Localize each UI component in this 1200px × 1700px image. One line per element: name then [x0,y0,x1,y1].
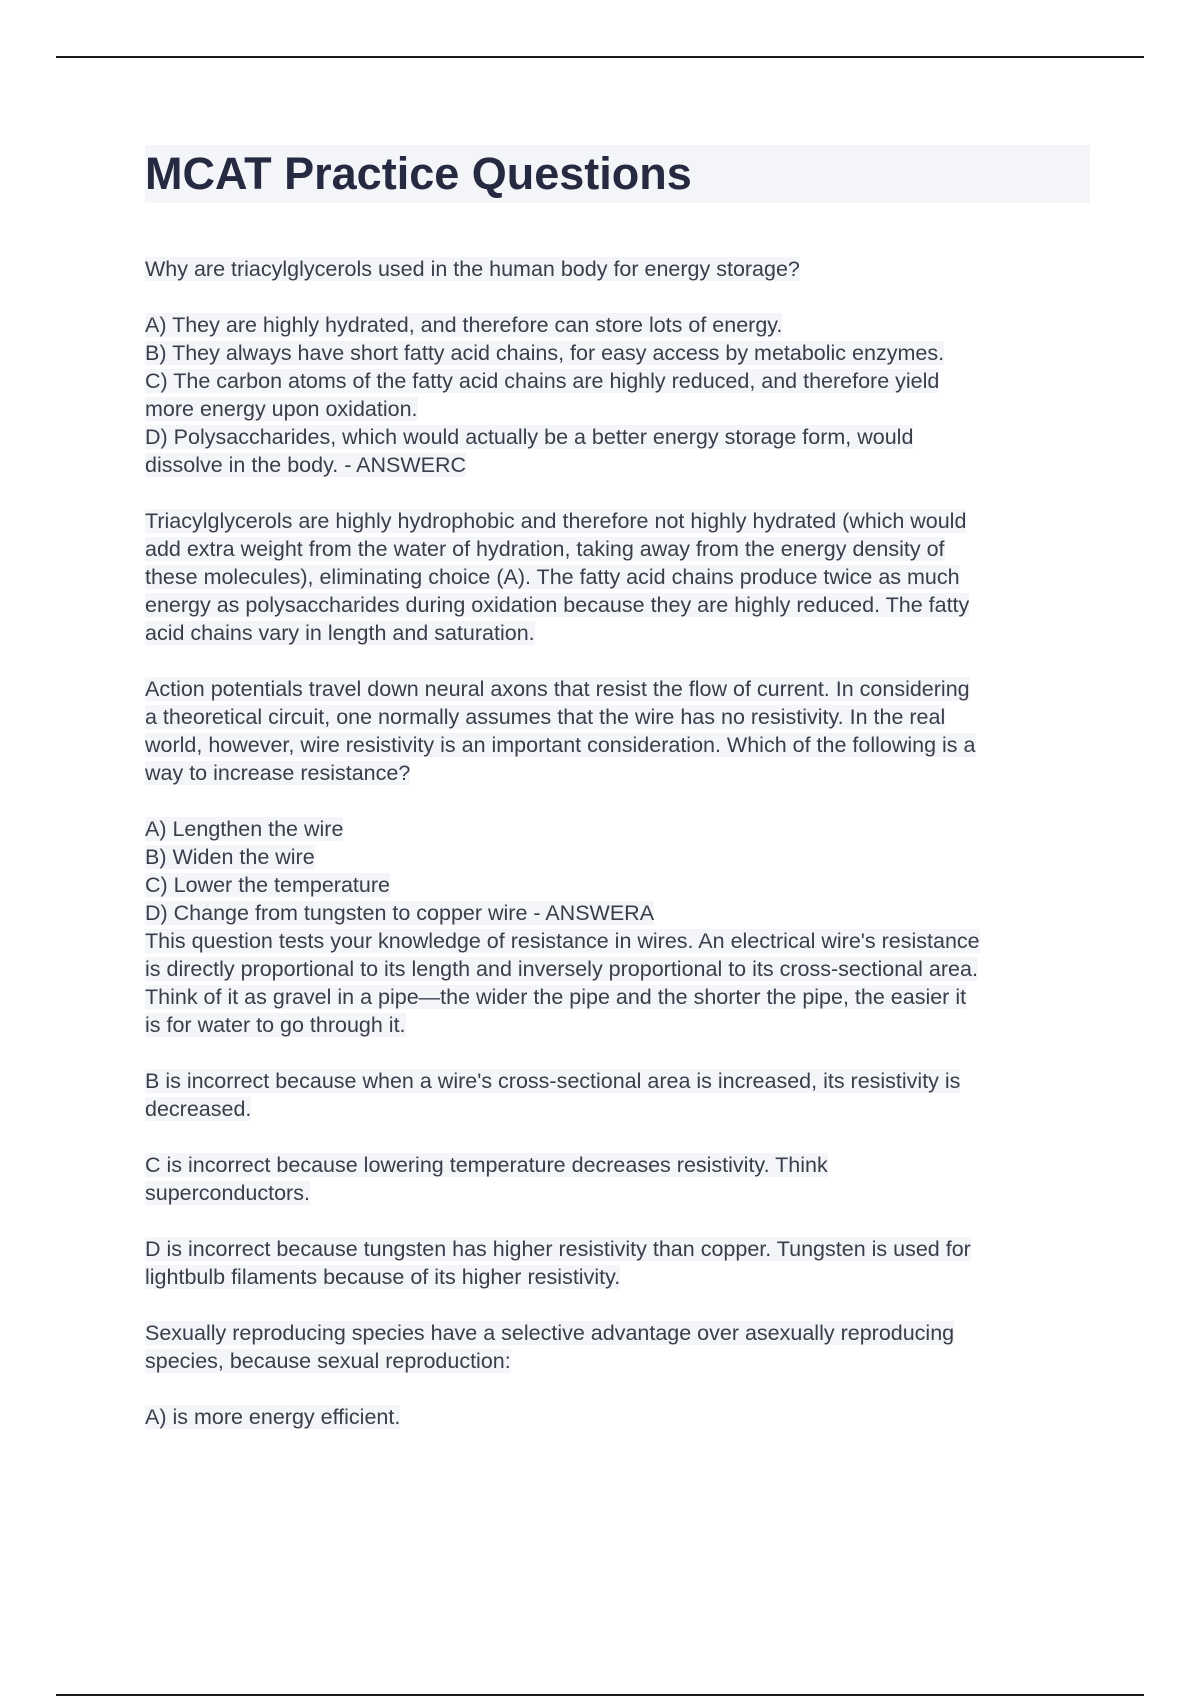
text-line-content: This question tests your knowledge of resistance in wires. An electrical wire's resistance [145,929,980,953]
text-line-content: Why are triacylglycerols used in the human body for energy storage? [145,257,800,281]
text-line [145,255,1090,283]
text-line [145,1403,1090,1431]
paragraph-block [145,311,1090,479]
text-line-content: superconductors. [145,1181,310,1205]
text-line [145,1263,1090,1291]
text-line-content: C) Lower the temperature [145,873,390,897]
text-line-content: B is incorrect because when a wire's cross-sectional area is increased, its resistivity is [145,1069,961,1093]
text-line-content: is directly proportional to its length and inversely proportional to its cross-sectional area. [145,957,978,981]
text-line-content: decreased. [145,1097,252,1121]
text-line-content: acid chains vary in length and saturation. [145,621,535,645]
text-line-content: energy as polysaccharides during oxidation because they are highly reduced. The fatty [145,593,970,617]
paragraph-block [145,815,1090,1039]
paragraph-block [145,1151,1090,1207]
text-line-content: D) Polysaccharides, which would actually be a better energy storage form, would [145,425,914,449]
paragraph-block [145,1235,1090,1291]
text-line [145,367,1090,395]
text-line [145,899,1090,927]
text-line [145,871,1090,899]
text-line-content: more energy upon oxidation. [145,397,418,421]
text-line [145,1235,1090,1263]
document-body [145,145,1090,1459]
page-title: MCAT Practice Questions [145,148,692,199]
text-line [145,1095,1090,1123]
text-line [145,731,1090,759]
text-line [145,703,1090,731]
text-line [145,1011,1090,1039]
text-line [145,1319,1090,1347]
text-line [145,619,1090,647]
text-line-content: C) The carbon atoms of the fatty acid chains are highly reduced, and therefore yield [145,369,940,393]
text-line [145,591,1090,619]
text-line [145,1179,1090,1207]
text-line [145,423,1090,451]
text-line-content: A) They are highly hydrated, and therefore can store lots of energy. [145,313,783,337]
text-line [145,1067,1090,1095]
text-line-content: is for water to go through it. [145,1013,406,1037]
text-line [145,563,1090,591]
text-line [145,927,1090,955]
title-band [145,145,1090,203]
text-line-content: these molecules), eliminating choice (A). The fatty acid chains produce twice as much [145,565,960,589]
text-line-content: lightbulb filaments because of its higher resistivity. [145,1265,621,1289]
text-line-content: a theoretical circuit, one normally assumes that the wire has no resistivity. In the real [145,705,946,729]
text-line-content: A) is more energy efficient. [145,1405,401,1429]
text-line [145,1151,1090,1179]
text-line-content: species, because sexual reproduction: [145,1349,511,1373]
bottom-rule [56,1694,1144,1696]
text-line [145,507,1090,535]
paragraph-block [145,507,1090,647]
text-line [145,311,1090,339]
question-blocks [145,255,1090,1431]
paragraph-block [145,255,1090,283]
text-line [145,395,1090,423]
text-line [145,843,1090,871]
text-line-content: C is incorrect because lowering temperature decreases resistivity. Think [145,1153,828,1177]
text-line-content: B) They always have short fatty acid chains, for easy access by metabolic enzymes. [145,341,945,365]
text-line [145,339,1090,367]
text-line-content: D is incorrect because tungsten has higher resistivity than copper. Tungsten is used for [145,1237,971,1261]
paragraph-block [145,1067,1090,1123]
top-rule [56,56,1144,58]
text-line [145,759,1090,787]
text-line-content: B) Widen the wire [145,845,315,869]
paragraph-block [145,1403,1090,1431]
text-line [145,535,1090,563]
text-line [145,955,1090,983]
text-line [145,983,1090,1011]
text-line-content: D) Change from tungsten to copper wire - ANSWERA [145,901,655,925]
text-line-content: dissolve in the body. - ANSWERC [145,453,467,477]
paragraph-block [145,1319,1090,1375]
text-line-content: way to increase resistance? [145,761,411,785]
text-line-content: Sexually reproducing species have a selective advantage over asexually reproducing [145,1321,955,1345]
text-line-content: Triacylglycerols are highly hydrophobic and therefore not highly hydrated (which would [145,509,967,533]
text-line [145,1347,1090,1375]
paragraph-block [145,675,1090,787]
text-line [145,451,1090,479]
text-line-content: world, however, wire resistivity is an important consideration. Which of the following is a [145,733,976,757]
text-line-content: Think of it as gravel in a pipe—the wider the pipe and the shorter the pipe, the easier it [145,985,967,1009]
text-line [145,675,1090,703]
text-line-content: Action potentials travel down neural axons that resist the flow of current. In considering [145,677,970,701]
text-line-content: add extra weight from the water of hydration, taking away from the energy density of [145,537,945,561]
text-line [145,815,1090,843]
text-line-content: A) Lengthen the wire [145,817,344,841]
